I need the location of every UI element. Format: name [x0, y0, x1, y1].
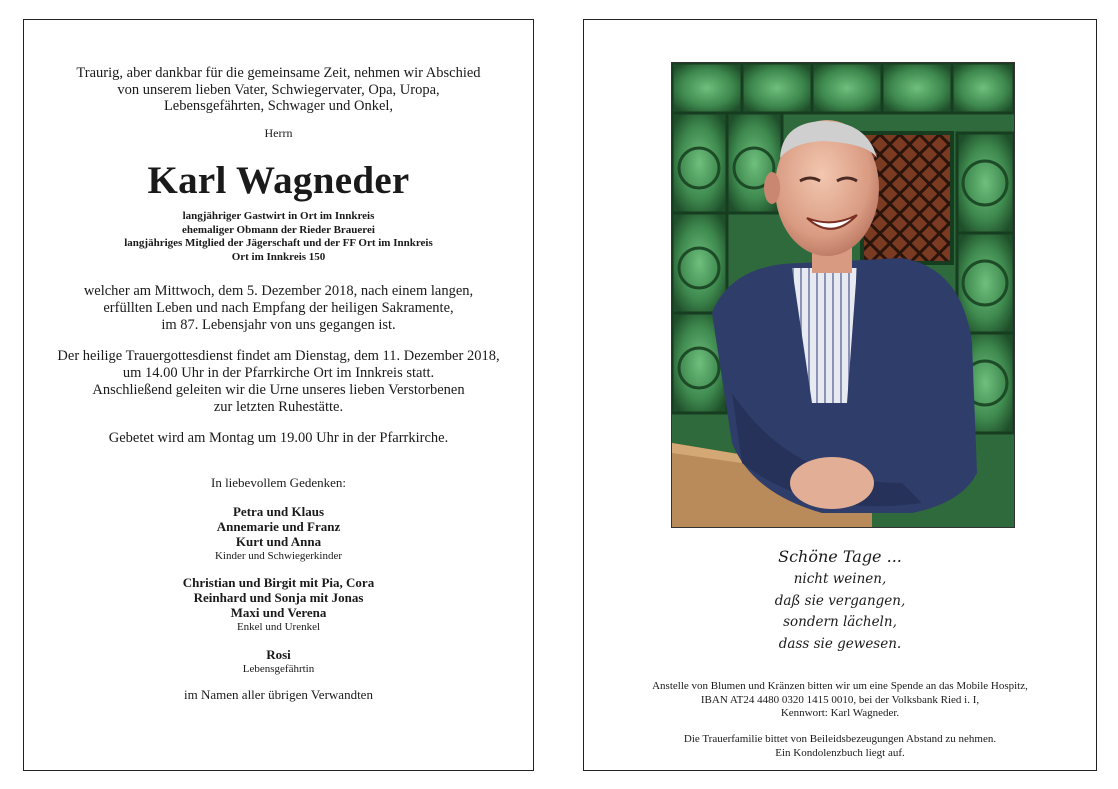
text-line: Der heilige Trauergottesdienst findet am Dienstag, dem 11. Dezember 2018,	[57, 348, 500, 364]
intro-line: von unserem lieben Vater, Schwiegervater, Opa, Uropa,	[117, 81, 440, 98]
role-line: ehemaliger Obmann der Rieder Brauerei	[182, 223, 375, 236]
mourner-group-children	[24, 504, 533, 563]
poem-line: nicht weinen,	[793, 571, 887, 587]
mourners-heading: In liebevollem Gedenken:	[210, 475, 346, 490]
poem	[584, 545, 1096, 655]
notice-line: IBAN AT24 4480 0320 1415 0010, bei der Volksbank Ried i. I,	[700, 693, 980, 706]
poem-line: daß sie vergangen,	[774, 592, 906, 609]
text-line: zur letzten Ruhestätte.	[213, 399, 344, 415]
text-line: welcher am Mittwoch, dem 5. Dezember 2018, nach einem langen,	[83, 283, 474, 299]
salutation: Herrn	[264, 126, 293, 140]
role-line: langjähriges Mitglied der Jägerschaft und der FF Ort im Innkreis	[124, 237, 433, 249]
notice-line: Ein Kondolenzbuch liegt auf.	[775, 746, 905, 759]
funeral-service-paragraph	[24, 348, 533, 416]
mourner-name: Annemarie und Franz	[216, 519, 341, 534]
text-line: Anschließend geleiten wir die Urne unseres lieben Verstorbenen	[92, 382, 465, 398]
roles-list	[24, 210, 533, 264]
prayer-notice: Gebetet wird am Montag um 19.00 Uhr in der Pfarrkirche.	[108, 430, 449, 446]
closing-line: im Namen aller übrigen Verwandten	[184, 687, 373, 702]
poem-line: sondern lächeln,	[783, 614, 897, 630]
mourner-name: Rosi	[266, 647, 291, 662]
notice-line: Anstelle von Blumen und Kränzen bitten wir um eine Spende an das Mobile Hospitz,	[652, 680, 1028, 692]
mourner-name: Petra und Klaus	[232, 504, 324, 519]
mourner-name: Maxi und Verena	[230, 605, 327, 620]
mourner-name: Kurt und Anna	[235, 534, 322, 549]
poem-line: Schöne Tage ...	[778, 547, 902, 566]
mourner-group-grandchildren	[24, 575, 533, 634]
intro-line: Lebensgefährten, Schwager und Onkel,	[163, 98, 394, 114]
role-line: langjähriger Gastwirt in Ort im Innkreis	[182, 210, 375, 222]
deceased-name: Karl Wagneder	[147, 159, 410, 202]
left-page	[23, 19, 534, 771]
donation-notice	[584, 680, 1096, 721]
text-line: um 14.00 Uhr in der Pfarrkirche Ort im Innkreis statt.	[122, 365, 435, 381]
death-notice-paragraph	[24, 283, 533, 334]
mourner-relation: Enkel und Urenkel	[236, 621, 321, 633]
mourner-name: Reinhard und Sonja mit Jonas	[193, 590, 364, 605]
mourner-name: Christian und Birgit mit Pia, Cora	[182, 575, 375, 590]
intro-line: Traurig, aber dankbar für die gemeinsame Zeit, nehmen wir Abschied	[76, 65, 481, 81]
notice-line: Die Trauerfamilie bittet von Beileidsbezeugungen Abstand zu nehmen.	[683, 733, 997, 745]
mourner-relation: Kinder und Schwiegerkinder	[214, 550, 343, 562]
mourner-group-partner	[24, 647, 533, 676]
text-line: erfüllten Leben und nach Empfang der heiligen Sakramente,	[103, 300, 454, 316]
notice-line: Kennwort: Karl Wagneder.	[780, 707, 900, 719]
portrait-photo	[671, 62, 1015, 528]
poem-line: dass sie gewesen.	[778, 635, 902, 652]
mourner-relation: Lebensgefährtin	[242, 663, 315, 675]
right-page	[583, 19, 1097, 771]
address-line: Ort im Innkreis 150	[231, 250, 326, 263]
intro-text	[24, 65, 533, 115]
condolence-notice	[584, 733, 1096, 760]
text-line: im 87. Lebensjahr von uns gegangen ist.	[161, 317, 396, 333]
